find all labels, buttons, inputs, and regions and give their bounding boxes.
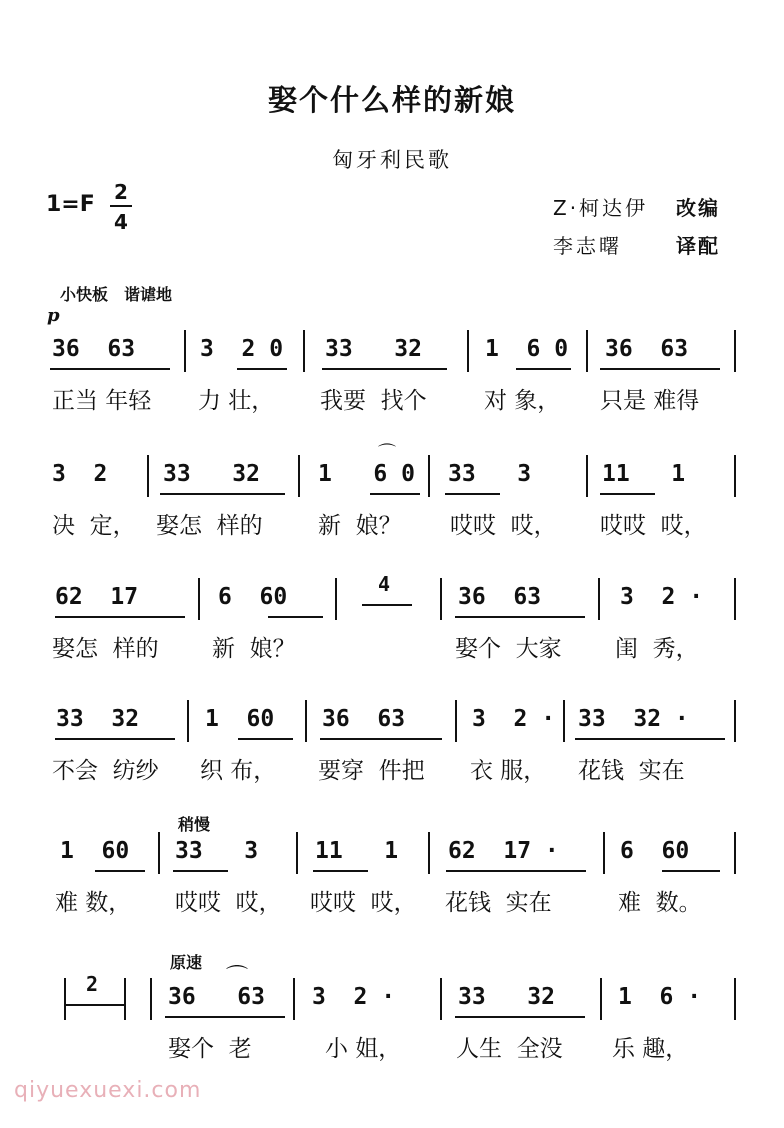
- lyric: 花钱 实在: [578, 758, 685, 784]
- measure: 33 3: [448, 461, 532, 487]
- measure: 36 63: [52, 336, 136, 362]
- measure: 33 32: [56, 706, 140, 732]
- lyric: 力 壮，: [198, 388, 275, 414]
- fermata-icon: ⌒: [378, 443, 396, 464]
- measure: 62 17: [55, 584, 139, 610]
- score-row-4: [0, 700, 784, 850]
- page-title: 娶个什么样的新娘: [267, 83, 516, 117]
- time-signature-top: 2: [114, 180, 128, 204]
- measure: 33 32: [458, 984, 555, 1010]
- lyric: 新 娘？: [318, 513, 402, 539]
- measure: 33 3: [175, 838, 259, 864]
- measure: 1 6 0: [485, 336, 569, 362]
- arranger-role: 改编: [676, 196, 720, 220]
- lyric: 难 数，: [55, 890, 132, 916]
- slur-icon: ⌒: [226, 965, 249, 990]
- lyric: 乐 趣，: [612, 1036, 689, 1062]
- measure: 33 32 ·: [578, 706, 689, 732]
- lyric: 娶怎 样的: [156, 513, 263, 539]
- score-row-5: [0, 832, 784, 982]
- measure: 1 6 0: [318, 461, 415, 487]
- measure: 6 60: [218, 584, 288, 610]
- lyric: 哎哎 哎，: [450, 513, 557, 539]
- lyric: 哎哎 哎，: [175, 890, 282, 916]
- measure: 33 32: [325, 336, 422, 362]
- measure: 11 1: [315, 838, 399, 864]
- multi-rest-count: 2: [86, 972, 99, 996]
- time-signature-line: [110, 205, 132, 207]
- lyric: 难 数。: [618, 890, 702, 916]
- multi-rest-count: 4: [378, 572, 391, 596]
- multi-rest-line: [66, 1004, 124, 1006]
- lyric: 小 姐，: [325, 1036, 402, 1062]
- measure: 36 63: [458, 584, 542, 610]
- lyric: 我要 找个: [320, 388, 427, 414]
- lyric: 决 定，: [52, 513, 136, 539]
- tempo-original: 原速: [170, 953, 203, 972]
- lyric: 哎哎 哎，: [600, 513, 707, 539]
- measure: 36 63: [322, 706, 406, 732]
- lyric: 衣 服，: [470, 758, 547, 784]
- arranger-name: Z·柯达伊: [553, 196, 649, 220]
- lyric: 只是 难得: [600, 388, 700, 414]
- measure: 3 2 ·: [472, 706, 556, 732]
- translator-name: 李志曙: [553, 234, 622, 258]
- measure: 33 32: [163, 461, 260, 487]
- lyric: 娶怎 样的: [52, 636, 159, 662]
- measure: 3 2: [52, 461, 108, 487]
- watermark: qiyuexuexi.com: [14, 1078, 202, 1103]
- tempo-start: 小快板 谐谑地: [60, 285, 173, 304]
- measure: 1 60: [60, 838, 130, 864]
- measure: 1 6 ·: [618, 984, 702, 1010]
- lyric: 娶个 老: [168, 1036, 252, 1062]
- translator-role: 译配: [676, 234, 720, 258]
- lyric: 不会 纺纱: [52, 758, 159, 784]
- tempo-slower: 稍慢: [178, 815, 211, 834]
- measure: 3 2 0: [200, 336, 284, 362]
- measure: 3 2 ·: [620, 584, 704, 610]
- measure: 36 63: [168, 984, 265, 1010]
- time-signature-bottom: 4: [114, 210, 128, 234]
- lyric: 对 象，: [484, 388, 561, 414]
- lyric: 花钱 实在: [445, 890, 552, 916]
- measure: 1 60: [205, 706, 275, 732]
- multi-rest-line: [362, 604, 412, 606]
- lyric: 娶个 大家: [455, 636, 562, 662]
- score-row-6: [0, 965, 784, 1128]
- measure: 36 63: [605, 336, 689, 362]
- measure: 3 2 ·: [312, 984, 396, 1010]
- key-signature: 1=F: [46, 192, 95, 217]
- measure: 6 60: [620, 838, 690, 864]
- lyric: 人生 全没: [456, 1036, 563, 1062]
- lyric: 织 布，: [200, 758, 277, 784]
- lyric: 正当 年轻: [52, 388, 152, 414]
- dynamic-mark: p: [47, 305, 60, 326]
- subtitle: 匈牙利民歌: [332, 148, 452, 172]
- lyric: 新 娘？: [212, 636, 296, 662]
- lyric: 哎哎 哎，: [310, 890, 417, 916]
- lyric: 要穿 件把: [318, 758, 425, 784]
- lyric: 闺 秀，: [615, 636, 699, 662]
- measure: 11 1: [602, 461, 686, 487]
- measure: 62 17 ·: [448, 838, 559, 864]
